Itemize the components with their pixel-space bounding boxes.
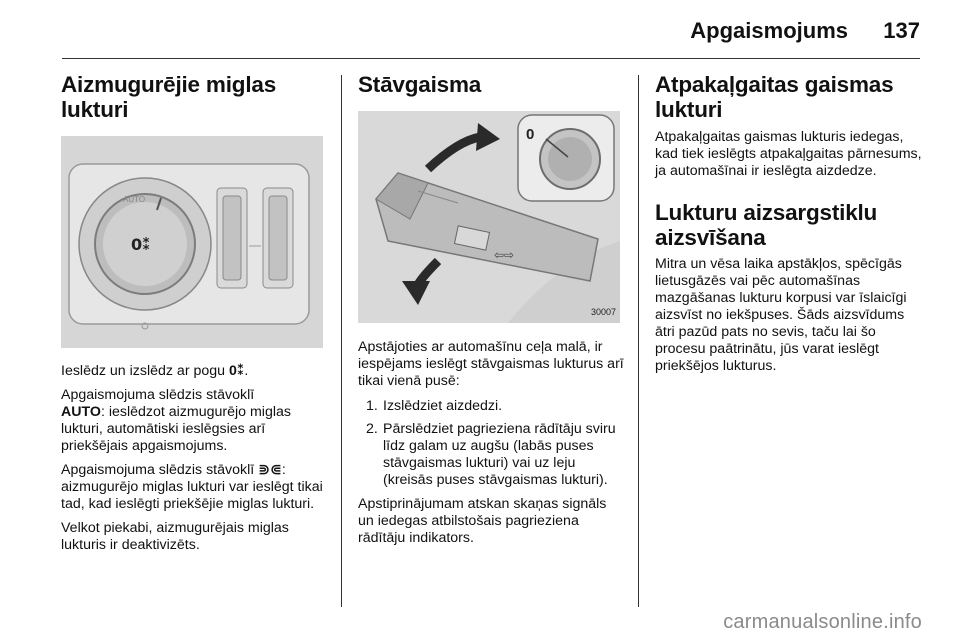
section-heading-reverse: Atpakaļgaitas gaismas lukturi bbox=[655, 72, 894, 122]
knob-fog-symbol: 0⁑ bbox=[131, 235, 151, 254]
light-switch-figure bbox=[61, 136, 323, 348]
para-outro: Apstiprinājumam atskan skaņas signāls un iedegas atbilstošais pagrieziena rādītāju indikators. bbox=[358, 496, 607, 546]
page-header bbox=[62, 16, 920, 46]
section-heading-fogging: Lukturu aizsargstiklu aizsvīšana bbox=[655, 200, 878, 250]
steps-list bbox=[358, 398, 626, 489]
para-intro: Apstājoties ar automašīnu ceļa malā, ir iespējams ieslēgt stāvgaismas lukturus arī tikai vienā pusē: bbox=[358, 339, 624, 389]
column-parking-lights bbox=[358, 72, 626, 547]
para-reverse: Atpakaļgaitas gaismas lukturis iedegas, kad tiek ieslēgts atpakaļgaitas pārnesums, ja automašīnai ir ieslēgta aizdedze. bbox=[655, 129, 922, 179]
list-item: 1. Izslēdziet aizdedzi. bbox=[366, 398, 503, 414]
watermark: carmanualsonline.info bbox=[723, 611, 922, 633]
running-title: Apgaismojums bbox=[690, 18, 848, 43]
column-reverse-lights bbox=[655, 72, 923, 375]
figure-number: 30007 bbox=[590, 307, 616, 317]
section-heading-rear-fog: Aizmugurējie miglas lukturi bbox=[61, 72, 277, 122]
list-item: 2. Pārslēdziet pagrieziena rādītāju sviru līdz galam uz augšu (labās puses stāvgaismas lukturi) vai uz leju (kreisās puses stāvgaismas lukturi). bbox=[366, 421, 616, 488]
light-switch-illustration bbox=[61, 136, 323, 348]
para-fogging: Mitra un vēsa laika apstākļos, spēcīgās lietusgāzēs vai pēc automašīnas mazgāšanas lukturu korpusi var īslaicīgi aizsvīst no iekšpuses. Šāds aizsvīdums ātri pazūd pats no sevis, taču lai šo procesu paātrinātu, jūs varat ieslēgt priekšējos lukturus. bbox=[655, 256, 907, 374]
para-fog-position: Apgaismojuma slēdzis stāvoklī ⋑⋐: aizmugurējo miglas lukturi var ieslēgt tikai tad, kad ieslēgti priekšējie miglas lukturi. bbox=[61, 462, 323, 512]
para-trailer: Velkot piekabi, aizmugurējais miglas lukturis ir deaktivizēts. bbox=[61, 520, 289, 553]
ring-label-auto: AUTO bbox=[123, 195, 146, 204]
turn-signal-illustration bbox=[358, 111, 620, 323]
inset-zero-label: 0 bbox=[526, 126, 535, 143]
column-divider-left bbox=[341, 75, 342, 607]
svg-text:⇦⇨: ⇦⇨ bbox=[494, 248, 515, 262]
front-fog-icon: ⋑⋐ bbox=[258, 462, 282, 478]
column-divider-right bbox=[638, 75, 639, 607]
page-number: 137 bbox=[883, 18, 920, 43]
header-rule bbox=[62, 58, 920, 59]
section-heading-parking: Stāvgaisma bbox=[358, 72, 482, 97]
turn-signal-figure bbox=[358, 111, 620, 323]
para-toggle: Ieslēdz un izslēdz ar pogu 0⁑. bbox=[61, 363, 249, 379]
para-auto-position: Apgaismojuma slēdzis stāvoklī AUTO: ieslēdzot aizmugurējo miglas lukturi, automātiski ieslēgsies arī priekšējais apgaismojums. bbox=[61, 387, 291, 454]
auto-label: AUTO bbox=[61, 404, 101, 420]
rear-fog-icon: 0⁑ bbox=[229, 363, 245, 379]
column-rear-fog-lights bbox=[61, 72, 329, 554]
